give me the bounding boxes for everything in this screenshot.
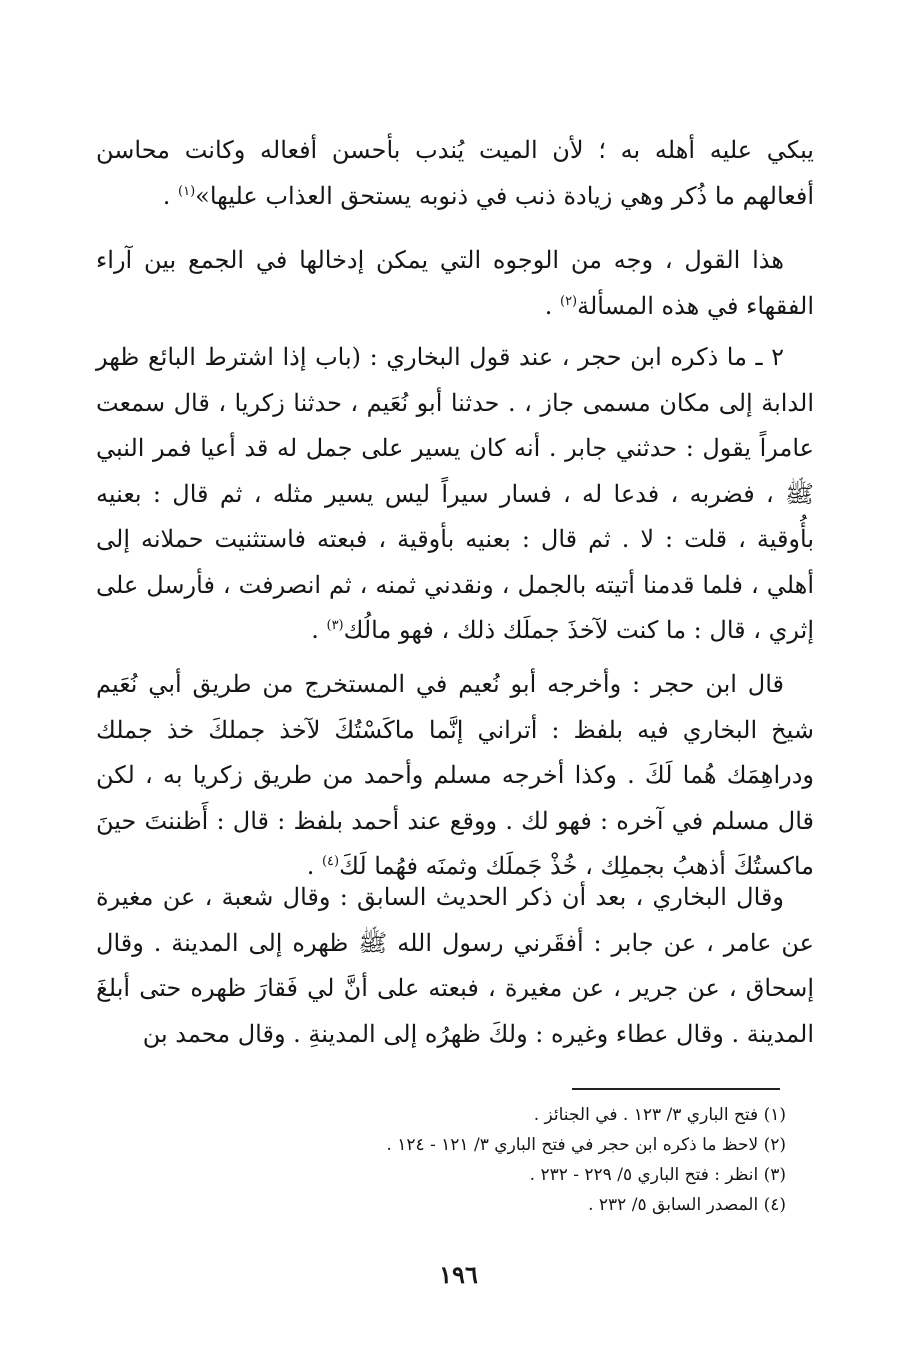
- paragraph-3-tail: .: [311, 616, 327, 644]
- paragraph-2: [96, 238, 814, 329]
- footnote-divider: [572, 1088, 780, 1090]
- paragraph-3-text: ٢ ـ ما ذكره ابن حجر ، عند قول البخاري : (باب إذا اشترط البائع ظهر الدابة إلى مكان مسمى جاز ، . حدثنا أبو نُعَيم ، حدثنا زكريا ، قال سمعت عامراً يقول : حدثني جابر . أنه كان يسير على جمل له قد أعيا فمر النبي ﷺ ، فضربه ، فدعا له ، فسار سيراً ليس يسير مثله ، ثم قال : بعنيه بأُوقية ، قلت : لا . ثم قال : بعنيه بأوقية ، فبعته فاستثنيت حملانه إلى أهلي ، فلما قدمنا أتيته بالجمل ، ونقدني ثمنه ، ثم انصرفت ، فأرسل على إثري ، قال : ما كنت لآخذَ جملَك ذلك ، فهو مالُك: [96, 343, 814, 644]
- paragraph-4: [96, 662, 814, 890]
- footnote-4: (٤) المصدر السابق ٥/ ٢٣٢ .: [588, 1195, 786, 1215]
- footnote-ref-2[interactable]: (٢): [559, 293, 578, 309]
- paragraph-5-text: وقال البخاري ، بعد أن ذكر الحديث السابق : وقال شعبة ، عن مغيرة عن عامر ، عن جابر : أفقَرني رسول الله ﷺ ظهره إلى المدينة . وقال إسحاق ، عن جرير ، عن مغيرة ، فبعته على أنَّ لي فَقارَ ظهره حتى أبلغَ المدينة . وقال عطاء وغيره : ولكَ ظهرُه إلى المدينةِ . وقال محمد بن: [96, 883, 814, 1048]
- footnote-3: (٣) انظر : فتح الباري ٥/ ٢٢٩ - ٢٣٢ .: [529, 1165, 786, 1185]
- paragraph-2-tail: .: [544, 291, 560, 320]
- footnote-ref-1[interactable]: (١): [178, 183, 196, 199]
- paragraph-1-text: يبكي عليه أهله به ؛ لأن الميت يُندب بأحسن أفعاله وكانت محاسن أفعالهم ما ذُكر وهي زيادة ذنب في ذنوبه يستحق العذاب عليها»: [96, 136, 814, 210]
- footnote-ref-4[interactable]: (٤): [321, 854, 340, 869]
- page-number: ١٩٦: [439, 1260, 478, 1289]
- paragraph-4-text: قال ابن حجر : وأخرجه أبو نُعيم في المستخرج من طريق أبي نُعَيم شيخ البخاري فيه بلفظ : أتراني إنَّما ماكَسْتُكَ لآخذ جملكَ خذ جملك ودراهِمَك هُما لَكَ . وكذا أخرجه مسلم وأحمد من طريق زكريا به ، لكن قال مسلم في آخره : فهو لك . ووقع عند أحمد بلفظ : قال : أَظننتَ حينَ ماكستُكَ أذهبُ بجملِك ، خُذْ جَملَك وثمنَه فهُما لَكَ: [96, 670, 814, 880]
- footnote-1: (١) فتح الباري ٣/ ١٢٣ . في الجنائز .: [533, 1105, 786, 1125]
- footnote-2: (٢) لاحظ ما ذكره ابن حجر في فتح الباري ٣/ ١٢١ - ١٢٤ .: [386, 1135, 786, 1155]
- footnotes-section: [300, 1100, 786, 1220]
- paragraph-1-tail: .: [162, 181, 179, 210]
- paragraph-1: [96, 128, 814, 219]
- paragraph-3: [96, 335, 814, 654]
- paragraph-2-text: هذا القول ، وجه من الوجوه التي يمكن إدخالها في الجمع بين آراء الفقهاء في هذه المسألة: [96, 246, 814, 320]
- paragraph-4-tail: .: [306, 852, 322, 880]
- paragraph-5: [96, 875, 814, 1057]
- footnote-ref-3[interactable]: (٣): [326, 618, 344, 633]
